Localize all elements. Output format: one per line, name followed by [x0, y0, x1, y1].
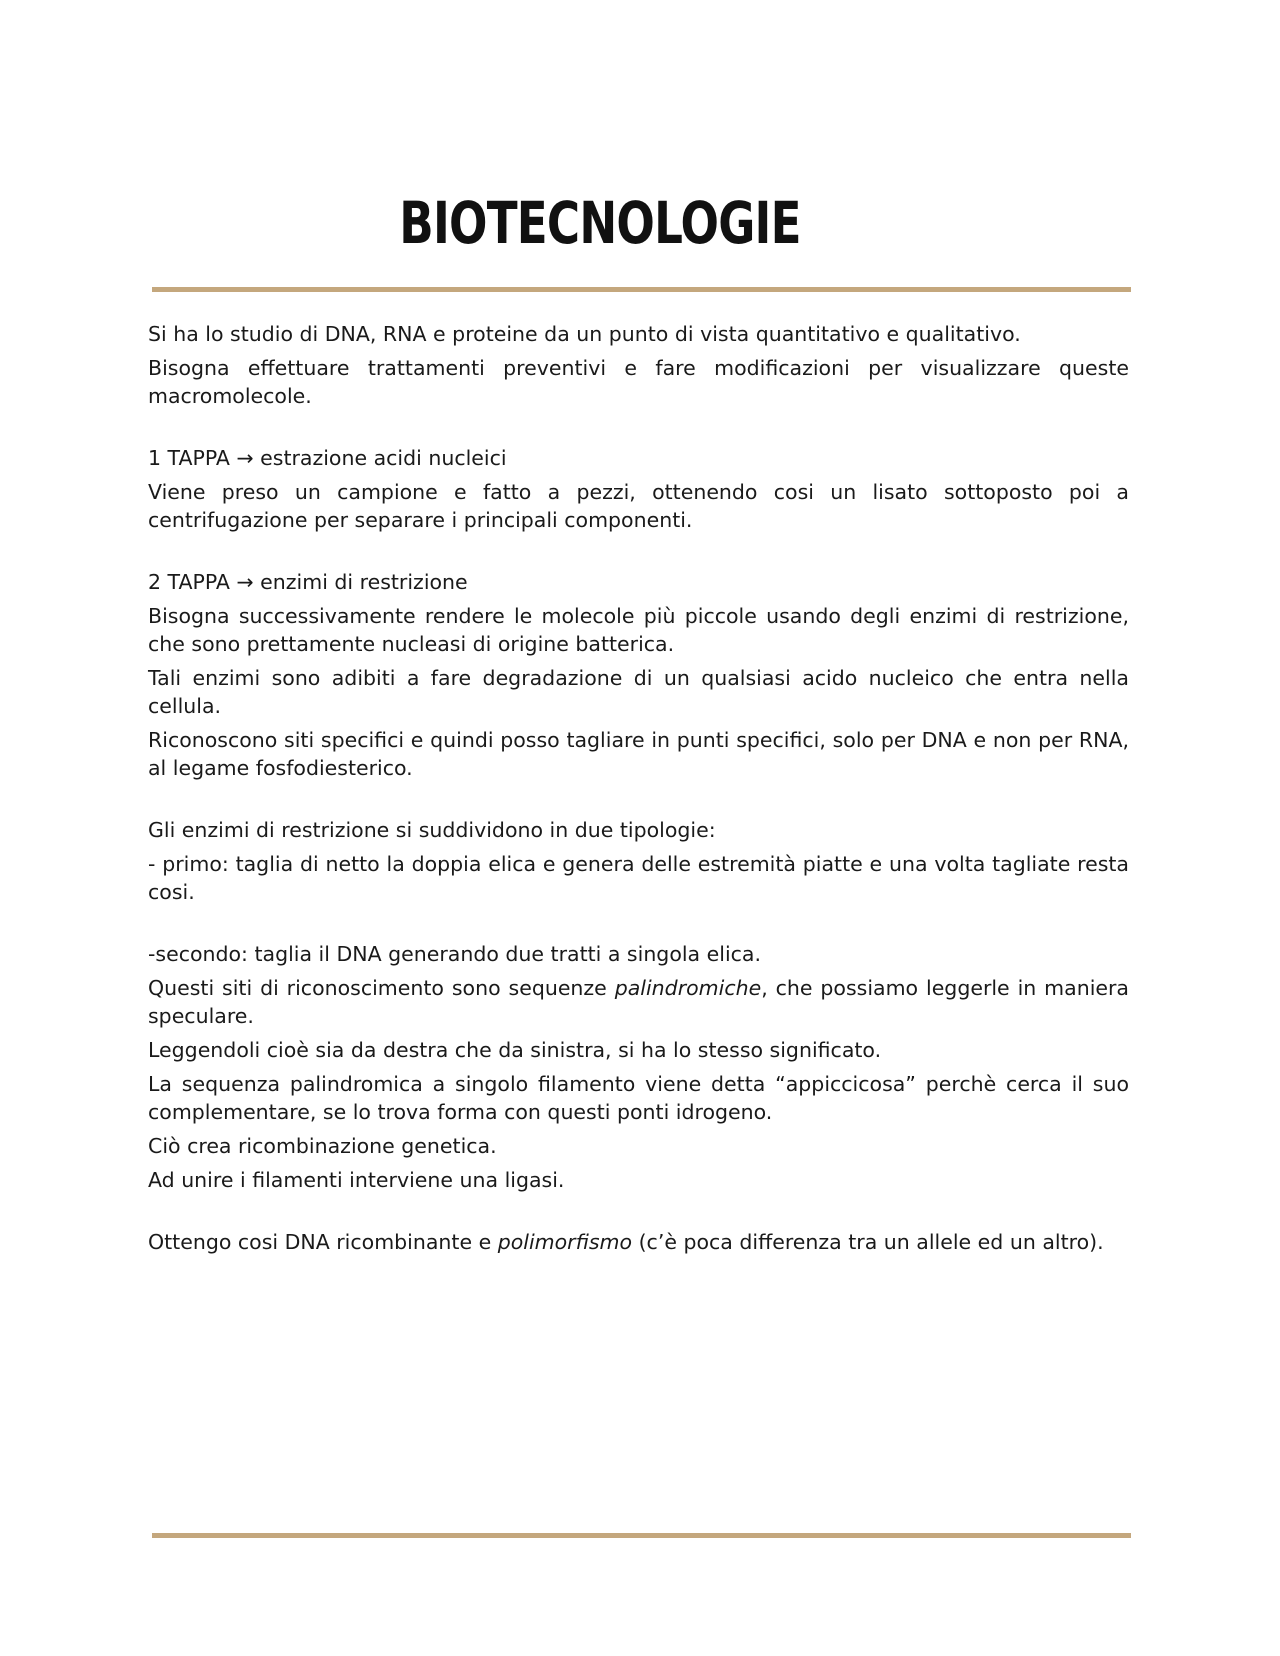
top-divider	[152, 287, 1131, 292]
paragraph-sites: Riconoscono siti specifici e quindi posso tagliare in punti specifici, solo per DNA e non per RNA, al legame fosfodiesterico.	[148, 728, 1129, 780]
paragraph-types: Gli enzimi di restrizione si suddividono in due tipologie:	[148, 818, 716, 842]
text-segment: , che possiamo leggerle in maniera speculare.	[148, 976, 1129, 1028]
bottom-divider	[152, 1533, 1131, 1538]
paragraph-ligase: Ad unire i filamenti interviene una ligasi.	[148, 1168, 565, 1192]
text-segment: Ottengo cosi DNA ricombinante e	[148, 1230, 498, 1254]
paragraph-palindromic	[148, 974, 1129, 1030]
italic-term-polimorfismo: polimorfismo	[497, 1230, 633, 1254]
step-1-heading: 1 TAPPA → estrazione acidi nucleici	[148, 446, 507, 470]
paragraph-treatments: Bisogna effettuare trattamenti preventivi e fare modificazioni per visualizzare queste macromolecole.	[148, 356, 1129, 408]
document-body	[148, 320, 1129, 1262]
paragraph-conclusion	[148, 1228, 1129, 1256]
paragraph-reading: Leggendoli cioè sia da destra che da sinistra, si ha lo stesso significato.	[148, 1038, 882, 1062]
paragraph-restriction: Bisogna successivamente rendere le molecole più piccole usando degli enzimi di restrizione, che sono prettamente nucleasi di origine batterica.	[148, 604, 1129, 656]
text-segment: Questi siti di riconoscimento sono sequenze	[148, 976, 615, 1000]
text-segment: (c’è poca differenza tra un allele ed un altro).	[632, 1230, 1104, 1254]
paragraph-type-first: - primo: taglia di netto la doppia elica e genera delle estremità piatte e una volta tagliate resta cosi.	[148, 852, 1129, 904]
paragraph-recombination: Ciò crea ricombinazione genetica.	[148, 1134, 497, 1158]
paragraph-lysate: Viene preso un campione e fatto a pezzi, ottenendo cosi un lisato sottoposto poi a centrifugazione per separare i principali componenti.	[148, 480, 1129, 532]
step-2-heading: 2 TAPPA → enzimi di restrizione	[148, 570, 468, 594]
italic-term-palindromiche: palindromiche	[614, 976, 762, 1000]
paragraph-sticky: La sequenza palindromica a singolo filamento viene detta “appiccicosa” perchè cerca il suo complementare, se lo trova forma con questi ponti idrogeno.	[148, 1072, 1129, 1124]
paragraph-intro: Si ha lo studio di DNA, RNA e proteine da un punto di vista quantitativo e qualitativo.	[148, 322, 1021, 346]
paragraph-type-second: -secondo: taglia il DNA generando due tratti a singola elica.	[148, 942, 761, 966]
paragraph-degradation: Tali enzimi sono adibiti a fare degradazione di un qualsiasi acido nucleico che entra nella cellula.	[148, 666, 1129, 718]
page-title: BIOTECNOLOGIE	[399, 189, 801, 257]
